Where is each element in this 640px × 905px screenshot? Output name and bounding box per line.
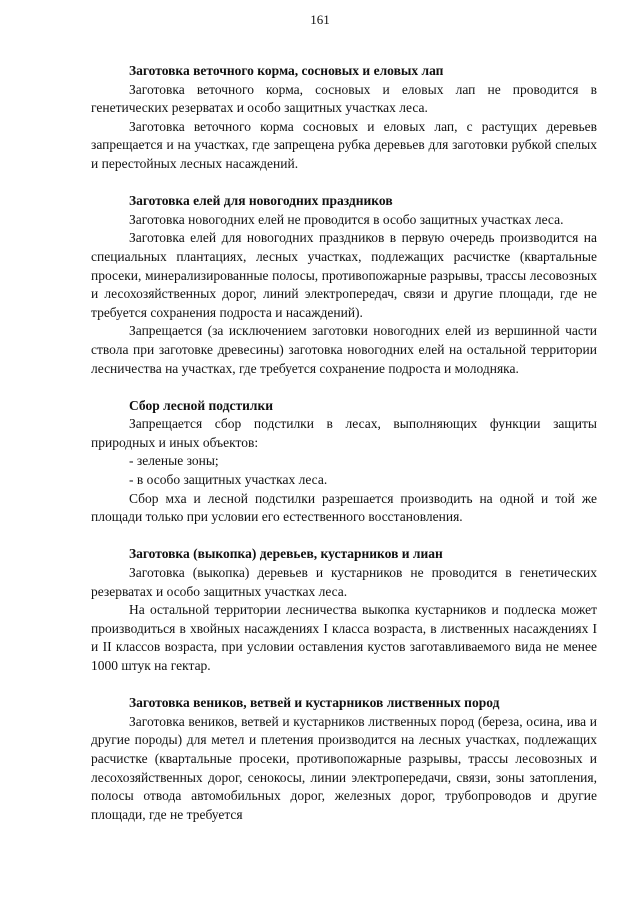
page-number: 161 [310, 12, 330, 27]
section-heading: Заготовка веточного корма, сосновых и еловых лап [129, 63, 444, 78]
section-heading: Заготовка (выкопка) деревьев, кустарников и лиан [129, 546, 443, 562]
section-branch-feed [91, 62, 597, 174]
paragraph: Запрещается сбор подстилки в лесах, выполняющих функции защиты природных и иных объектов: [91, 416, 597, 450]
document-body [91, 62, 597, 843]
list-item: - в особо защитных участках леса. [129, 472, 328, 488]
paragraph: Заготовка веточного корма сосновых и еловых лап, с растущих деревьев запрещается и на участках, где запрещена рубка деревьев для заготовки рубкой спелых и перестойных лесных насаждений. [91, 118, 597, 171]
section-heading: Заготовка веников, ветвей и кустарников лиственных пород [129, 695, 500, 711]
paragraph: Заготовка новогодних елей не проводится в особо защитных участках леса. [129, 211, 564, 227]
section-heading: Сбор лесной подстилки [129, 397, 274, 413]
section-digging-trees [91, 545, 597, 675]
section-new-year-trees [91, 192, 597, 378]
paragraph: На остальной территории лесничества выкопка кустарников и подлеска может производиться в хвойных насаждениях I класса возраста, в лиственных насаждениях I и II классов возраста, при условии оставления кустов заготавливаемого вида не менее 1000 штук на гектар. [91, 602, 597, 673]
paragraph: Сбор мха и лесной подстилки разрешается производить на одной и той же площади только при условии его естественного восстановления. [91, 490, 597, 525]
section-brooms-branches [91, 694, 597, 824]
paragraph: Заготовка веников, ветвей и кустарников лиственных пород (береза, осина, ива и другие породы) для метел и плетения производится на лесных участках, подлежащих расчистке (квартальные просеки, противопожарные разрывы, трассы лесовозных и лесохозяйственных дорог, сенокосы, линии электропередачи, связи, зоны затопления, полосы отвода автомобильных дорог, железных дорог, трубопроводов и другие площади, где не требуется [91, 713, 597, 822]
paragraph: Заготовка веточного корма, сосновых и еловых лап не проводится в генетических резерватах и особо защитных участках леса. [91, 81, 597, 116]
list-item: - зеленые зоны; [129, 453, 219, 469]
paragraph: Запрещается (за исключением заготовки новогодних елей из вершинной части ствола при заготовке древесины) заготовка новогодних елей на остальной территории лесничества на участках, где требуется сохранение подроста и молодняка. [91, 323, 597, 376]
paragraph: Заготовка елей для новогодних праздников в первую очередь производится на специальных плантациях, лесных участках, подлежащих расчистке (квартальные просеки, минерализированные полосы, противопожарные разрывы, трассы лесовозных и лесохозяйственных дорог, линий электропередач, связи и другие площади, где не требуется сохранения подроста и насаждений). [91, 230, 597, 320]
section-forest-litter [91, 397, 597, 527]
paragraph: Заготовка (выкопка) деревьев и кустарников не проводится в генетических резерватах и особо защитных участках леса. [91, 565, 597, 599]
section-heading: Заготовка елей для новогодних праздников [129, 193, 393, 209]
